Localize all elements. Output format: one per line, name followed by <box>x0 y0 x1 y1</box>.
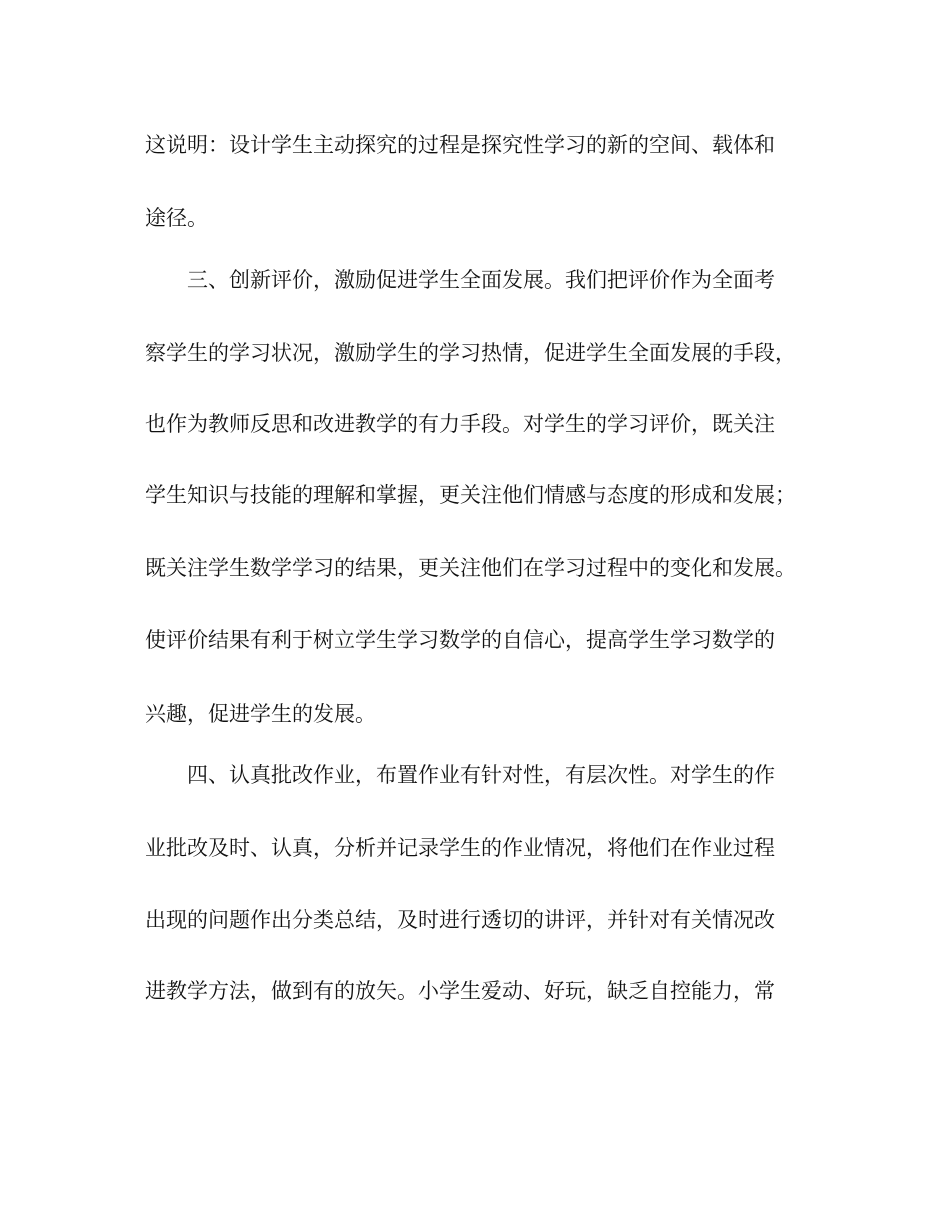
body-text-line: 业批改及时、认真，分析并记录学生的作业情况，将他们在作业过程 <box>145 836 775 860</box>
body-text-line: 既关注学生数学学习的结果，更关注他们在学习过程中的变化和发展。 <box>145 556 796 580</box>
paragraph-heading-line: 四、认真批改作业，布置作业有针对性，有层次性。对学生的作 <box>187 763 775 787</box>
body-text-line: 使评价结果有利于树立学生学习数学的自信心，提高学生学习数学的 <box>145 628 775 652</box>
body-text-line: 兴趣，促进学生的发展。 <box>145 702 376 726</box>
body-text-line: 出现的问题作出分类总结，及时进行透切的讲评，并针对有关情况改 <box>145 908 775 932</box>
body-text-line: 察学生的学习状况，激励学生的学习热情，促进学生全面发展的手段， <box>145 341 796 365</box>
paragraph-heading-line: 三、创新评价，激励促进学生全面发展。我们把评价作为全面考 <box>187 268 775 292</box>
body-text-line: 学生知识与技能的理解和掌握，更关注他们情感与态度的形成和发展； <box>145 483 796 507</box>
body-text-line: 途径。 <box>145 206 208 230</box>
body-text-line: 也作为教师反思和改进教学的有力手段。对学生的学习评价，既关注 <box>145 412 775 436</box>
body-text-line: 进教学方法，做到有的放矢。小学生爱动、好玩，缺乏自控能力，常 <box>145 979 775 1003</box>
body-text-line: 这说明：设计学生主动探究的过程是探究性学习的新的空间、载体和 <box>145 133 775 157</box>
